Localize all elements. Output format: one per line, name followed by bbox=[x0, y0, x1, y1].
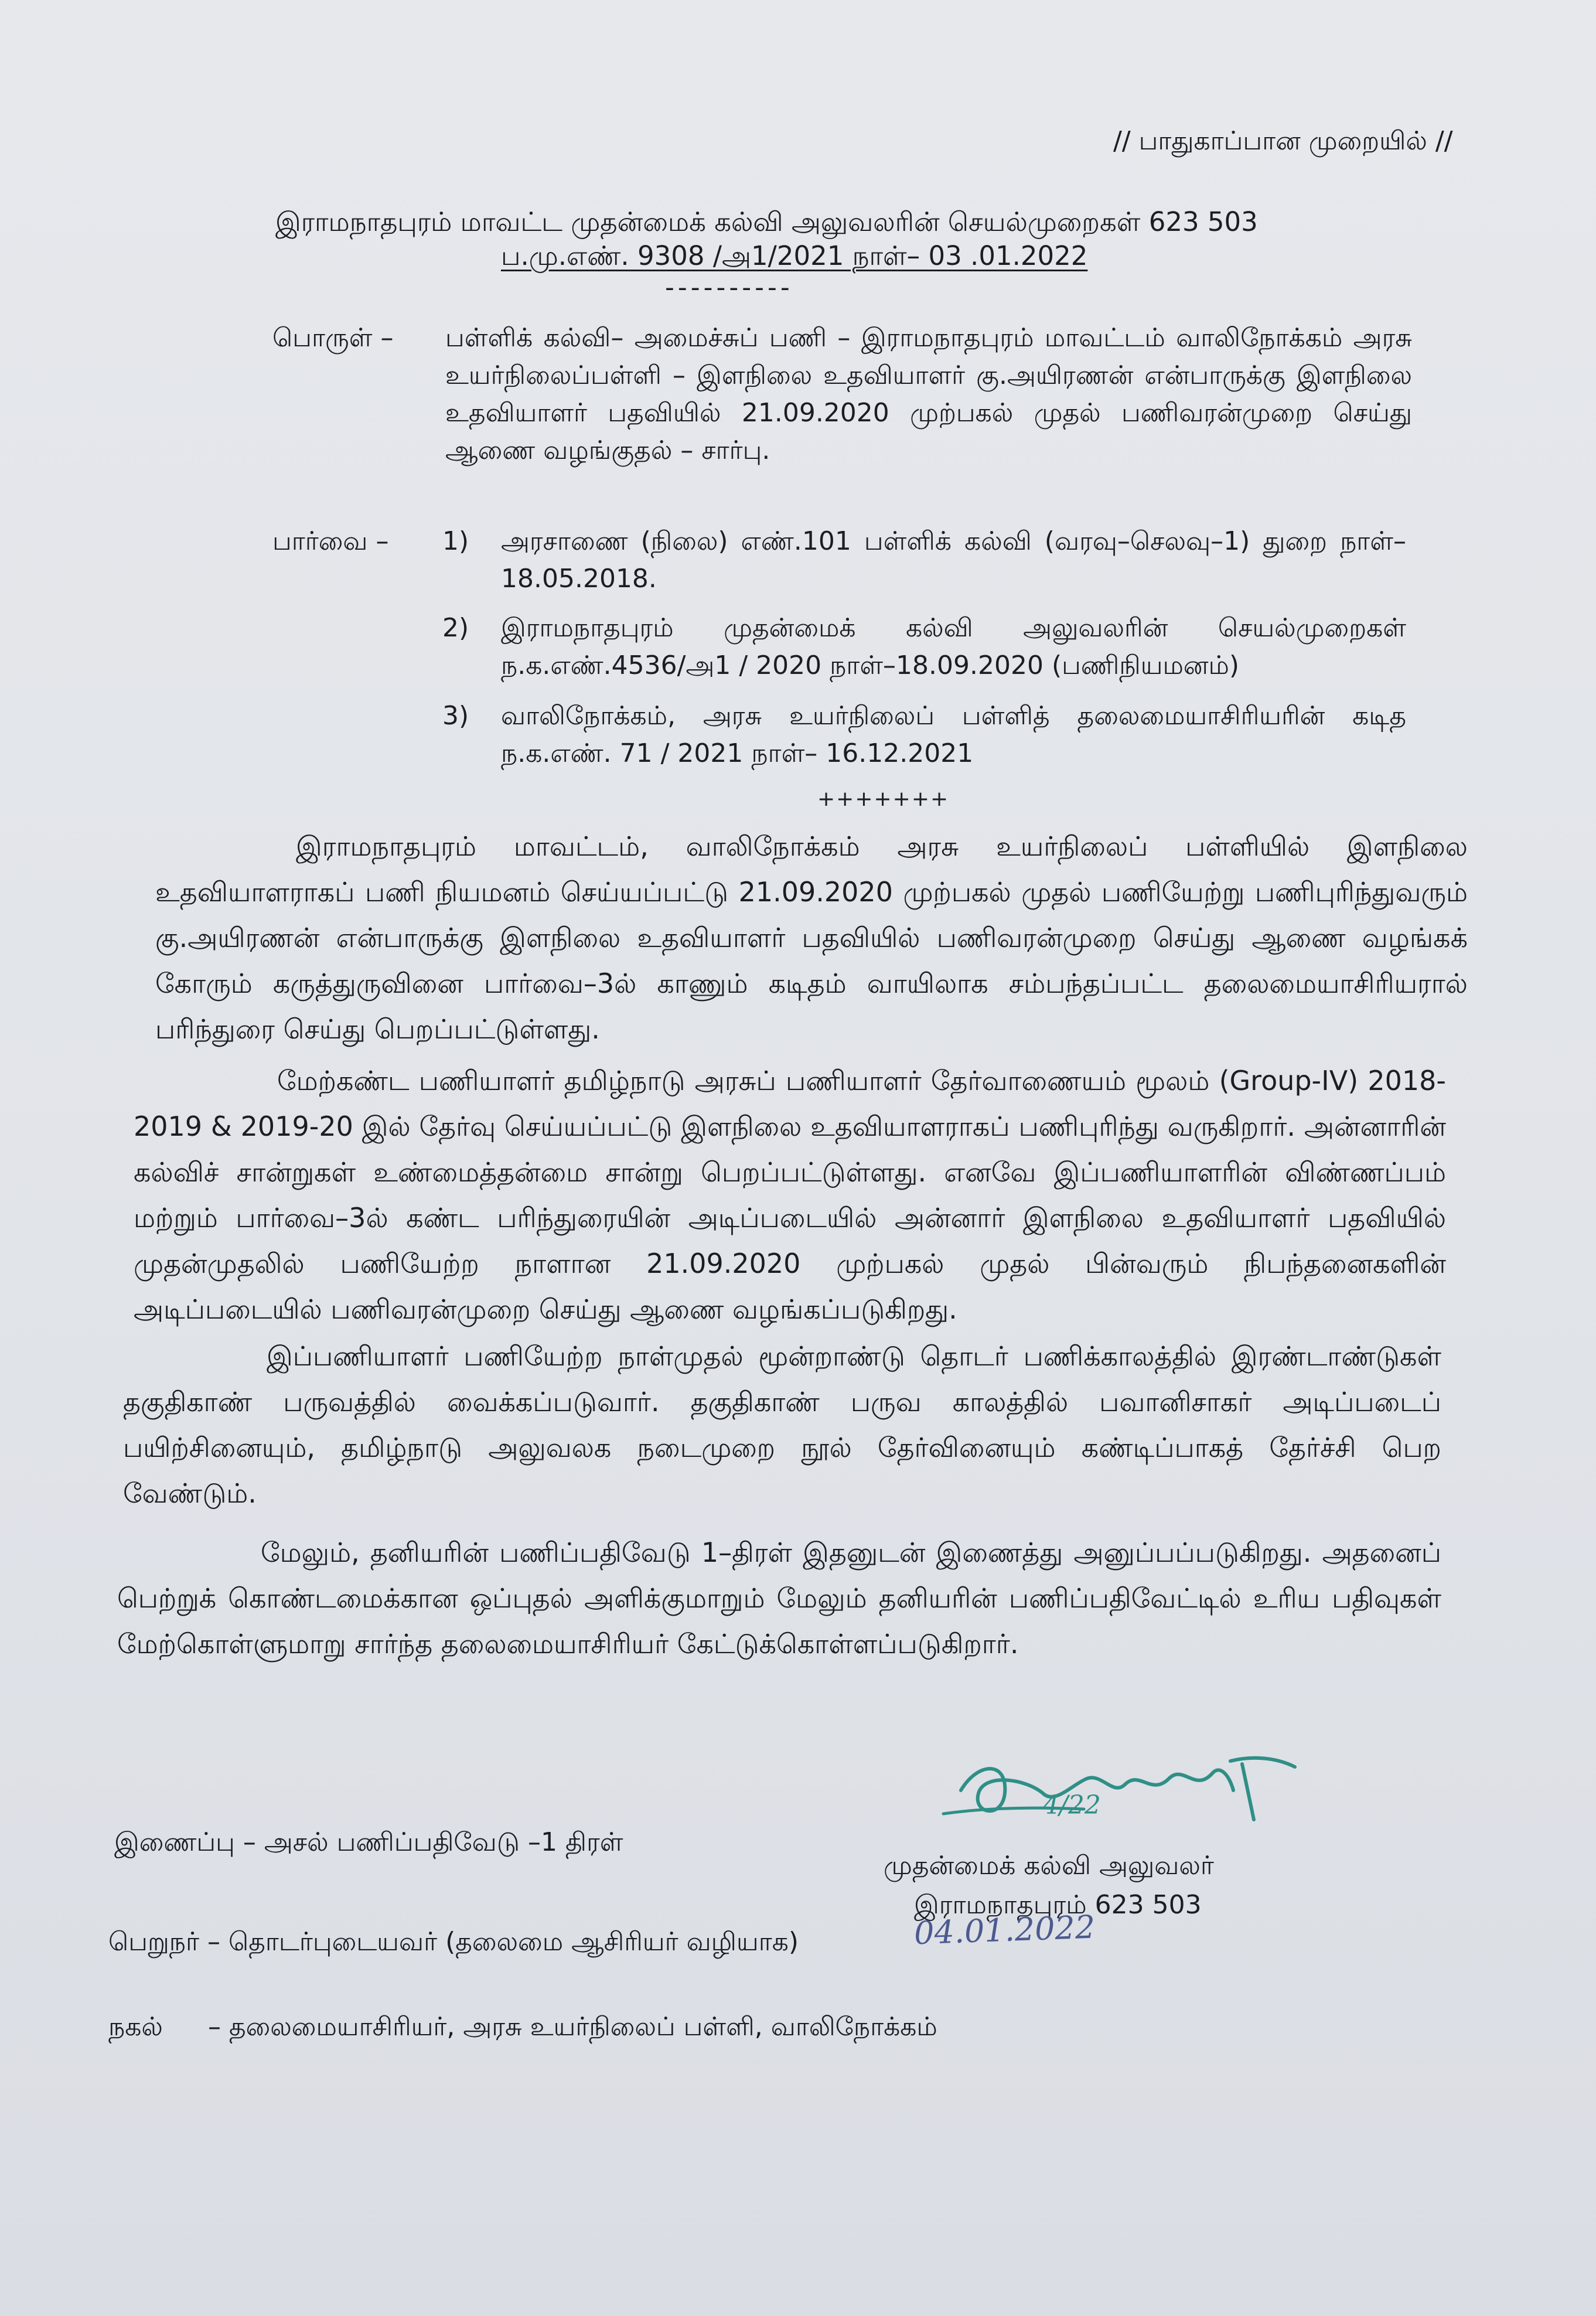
reference-item-3 bbox=[442, 697, 1409, 772]
subject-text: பள்ளிக் கல்வி– அமைச்சுப் பணி – இராமநாதபுரம் மாவட்டம் வாலிநோக்கம் அரசு உயர்நிலைப்பள்ளி – இளநிலை உதவியாளர் கு.அயிரணன் என்பாருக்கு இளநிலை உதவியாளர் பதவியில் 21.09.2020 முற்பகல் முதல் பணிவரன்முறை செய்து ஆணை வழங்குதல் – சார்பு. bbox=[445, 323, 1412, 465]
body-paragraph-1: இராமநாதபுரம் மாவட்டம், வாலிநோக்கம் அரசு உயர்நிலைப் பள்ளியில் இளநிலை உதவியாளராகப் பணி நியமனம் செய்யப்பட்டு 21.09.2020 முற்பகல் முதல் பணியேற்று பணிபுரிந்துவரும் கு.அயிரணன் என்பாருக்கு இளநிலை உதவியாளர் பதவியில் பணிவரன்முறை செய்து ஆணை வழங்கக் கோரும் கருத்துருவினை பார்வை–3ல் காணும் கடிதம் வாயிலாக சம்பந்தப்பட்ட தலைமையாசிரியரால் பரிந்துரை செய்து பெறப்பட்டுள்ளது. bbox=[155, 830, 1468, 1045]
signatory-place: இராமநாதபுரம் 623 503 bbox=[914, 1890, 1202, 1920]
handwritten-date: 04.01.2022 bbox=[913, 1908, 1096, 1952]
reference-number: 1) bbox=[442, 526, 469, 556]
copy-text: – தலைமையாசிரியர், அரசு உயர்நிலைப் பள்ளி, வாலிநோக்கம் bbox=[208, 2012, 937, 2042]
reference-number: 3) bbox=[442, 701, 469, 731]
reference-item-2 bbox=[442, 609, 1409, 684]
copy-label: நகல் bbox=[108, 2012, 163, 2042]
body-paragraph-4: மேலும், தனியரின் பணிப்பதிவேடு 1–திரள் இதனுடன் இணைத்து அனுப்பப்படுகிறது. அதனைப் பெற்றுக் கொண்டமைக்கான ஒப்புதல் அளிக்குமாறும் மேலும் தனியரின் பணிப்பதிவேட்டில் உரிய பதிவுகள் மேற்கொள்ளுமாறு சார்ந்த தலைமையாசிரியர் கேட்டுக்கொள்ளப்படுகிறார். bbox=[117, 1537, 1441, 1660]
office-line: இராமநாதபுரம் மாவட்ட முதன்மைக் கல்வி அலுவலரின் செயல்முறைகள் 623 503 bbox=[275, 206, 1258, 237]
reference-text: இராமநாதபுரம் முதன்மைக் கல்வி அலுவலரின் செயல்முறைகள் ந.க.எண்.4536/அ1 / 2020 நாள்–18.09.2020 (பணிநியமனம்) bbox=[501, 613, 1406, 680]
reference-text: அரசாணை (நிலை) எண்.101 பள்ளிக் கல்வி (வரவு–செலவு–1) துறை நாள்–18.05.2018. bbox=[501, 526, 1406, 594]
reference-item-1 bbox=[442, 523, 1409, 598]
reference-number: 2) bbox=[442, 613, 469, 643]
security-note: // பாதுகாப்பான முறையில் // bbox=[1113, 126, 1453, 156]
signatory-title: முதன்மைக் கல்வி அலுவலர் bbox=[884, 1851, 1214, 1881]
reference-text: வாலிநோக்கம், அரசு உயர்நிலைப் பள்ளித் தலைமையாசிரியரின் கடித ந.க.எண். 71 / 2021 நாள்– 16.12.2021 bbox=[501, 701, 1406, 768]
enclosure-line: இணைப்பு – அசல் பணிப்பதிவேடு –1 திரள் bbox=[114, 1827, 623, 1857]
recipient-line: பெறுநர் – தொடர்புடையவர் (தலைமை ஆசிரியர் வழியாக) bbox=[108, 1927, 799, 1957]
header-rule: ---------- bbox=[665, 273, 793, 302]
references-label: பார்வை – bbox=[272, 526, 389, 556]
body-paragraph-2: மேற்கண்ட பணியாளர் தமிழ்நாடு அரசுப் பணியாளர் தேர்வாணையம் மூலம் (Group-IV) 2018-2019 & 2019-20 இல் தேர்வு செய்யப்பட்டு இளநிலை உதவியாளராகப் பணிபுரிந்து வருகிறார். அன்னாரின் கல்விச் சான்றுகள் உண்மைத்தன்மை சான்று பெறப்பட்டுள்ளது. எனவே இப்பணியாளரின் விண்ணப்பம் மற்றும் பார்வை–3ல் கண்ட பரிந்துரையின் அடிப்படையில் அன்னார் இளநிலை உதவியாளர் பதவியில் முதன்முதலில் பணியேற்ற நாளான 21.09.2020 முற்பகல் முதல் பின்வரும் நிபந்தனைகளின் அடிப்படையில் பணிவரன்முறை செய்து ஆணை வழங்கப்படுகிறது. bbox=[134, 1065, 1446, 1325]
signature-initials-note: 4/22 bbox=[1043, 1790, 1101, 1820]
subject-label: பொருள் – bbox=[272, 323, 394, 353]
reference-separator: +++++++ bbox=[817, 787, 950, 811]
body-paragraph-3: இப்பணியாளர் பணியேற்ற நாள்முதல் மூன்றாண்டு தொடர் பணிக்காலத்தில் இரண்டாண்டுகள் தகுதிகாண் பருவத்தில் வைக்கப்படுவார். தகுதிகாண் பருவ காலத்தில் பவானிசாகர் அடிப்படைப் பயிற்சினையும், தமிழ்நாடு அலுவலக நடைமுறை நூல் தேர்வினையும் கண்டிப்பாகத் தேர்ச்சி பெற வேண்டும். bbox=[123, 1340, 1441, 1509]
reference-number-line: ப.மு.எண். 9308 /அ1/2021 நாள்– 03 .01.2022 bbox=[501, 240, 1088, 271]
